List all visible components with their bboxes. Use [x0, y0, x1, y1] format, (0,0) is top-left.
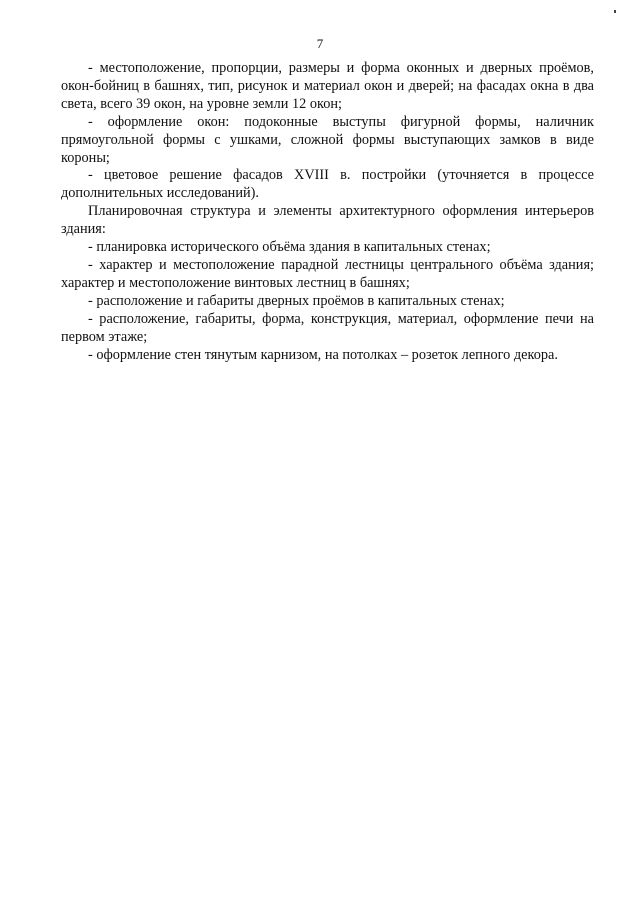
document-body — [61, 60, 594, 364]
list-item-window-decoration: - оформление окон: подоконные выступы фигурной формы, наличник прямоугольной формы с ушками, сложной формы выступающих замков в виде короны; — [61, 113, 594, 166]
scan-mark — [614, 10, 616, 13]
list-item-door-openings: - расположение и габариты дверных проёмов в капитальных стенах; — [88, 292, 505, 309]
section-heading-interiors: Планировочная структура и элементы архитектурного оформления интерьеров здания: — [61, 203, 594, 238]
list-item-window-openings: - местоположение, пропорции, размеры и форма оконных и дверных проёмов, окон-бойниц в башнях, тип, рисунок и материал окон и дверей; на фасадах окна в два света, всего 39 окон, на уровне земли 12 окон; — [61, 60, 594, 112]
list-item-stove: - расположение, габариты, форма, конструкция, материал, оформление печи на первом этаже; — [61, 310, 594, 345]
page-number: 7 — [316, 36, 324, 51]
list-item-layout: - планировка исторического объёма здания в капитальных стенах; — [88, 239, 491, 256]
list-item-facade-colors: - цветовое решение фасадов XVIII в. постройки (уточняется в процессе дополнительных исследований). — [61, 167, 594, 202]
list-item-staircases: - характер и местоположение парадной лестницы центрального объёма здания; характер и местоположение винтовых лестниц в башнях; — [61, 256, 594, 291]
list-item-cornice-decor: - оформление стен тянутым карнизом, на потолках – розеток лепного декора. — [88, 346, 558, 363]
